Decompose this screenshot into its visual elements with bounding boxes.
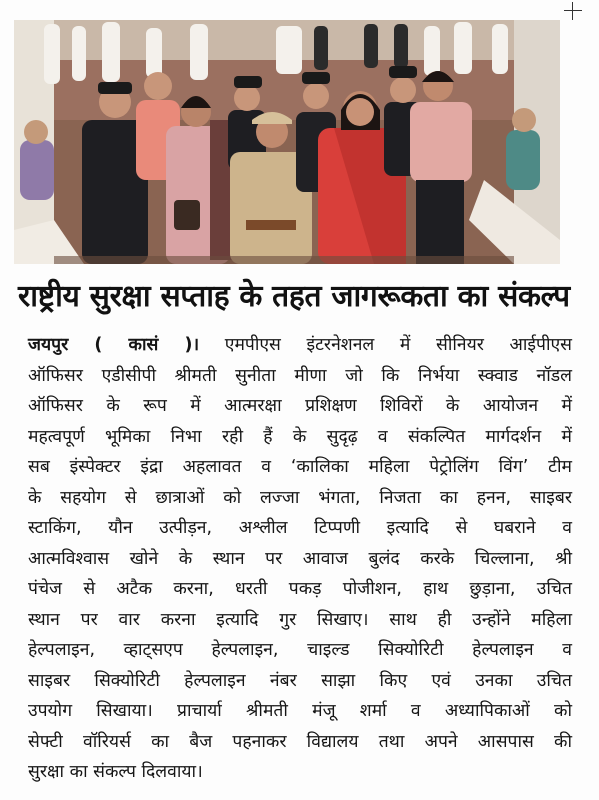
news-photo [14,20,560,264]
article-line-4: महत्वपूर्ण भूमिका निभा रही हैं के सुदृढ़ व संकल्पित मार्गदर्शन में [28,426,572,447]
article-line-1-text: एमपीएस इंटरनेशनल में सीनियर आईपीएस [199,335,572,355]
article-line-10: स्थान पर वार करना इत्यादि गुर सिखाए। साथ ही उन्होंने महिला [28,609,572,630]
article-line-12: साइबर सिक्योरिटी हेल्पलाइन नंबर साझा किए एवं उनका उचित [28,670,572,691]
article-line-8: आत्मविश्वास खोने के स्थान पर आवाज बुलंद करके चिल्लाना, श्री [28,548,572,569]
article-line-7: स्टाकिंग, यौन उत्पीड़न, अश्लील टिप्पणी इत्यादि से घबराने व [28,518,572,538]
article-line-14: सेफ्टी वॉरियर्स का बैज पहनाकर विद्यालय तथा अपने आसपास की [28,731,572,752]
headline: राष्ट्रीय सुरक्षा सप्ताह के तहत जागरूकता का संकल्प [18,279,570,314]
article-line-5: सब इंस्पेक्टर इंद्रा अहलावत व ‘कालिका महिला पेट्रोलिंग विंग’ टीम [28,457,572,477]
article-body [28,330,572,788]
article-line-13: उपयोग सिखाया। प्राचार्या श्रीमती मंजू शर्मा व अध्यापिकाओं को [28,701,572,721]
article-line-9: पंचेज से अटैक करना, धरती पकड़ पोजीशन, हाथ छुड़ाना, उचित [28,579,572,599]
article-line-11: हेल्पलाइन, व्हाट्सएप हेल्पलाइन, चाइल्ड सिक्योरिटी हेल्पलाइन व [28,640,572,660]
article-line-1 [28,330,572,361]
article-line-15: सुरक्षा का संकल्प दिलवाया। [28,762,203,782]
group-photo-image [14,20,560,264]
article-line-3: ऑफिसर के रूप में आत्मरक्षा प्रशिक्षण शिविरों के आयोजन में [28,396,572,416]
article-line-6: के सहयोग से छात्राओं को लज्जा भंगता, निजता का हनन, साइबर [28,487,572,508]
dateline: जयपुर ( कासं )। [28,335,200,355]
article-line-2: ऑफिसर एडीसीपी श्रीमती सुनीता मीणा जो कि निर्भया स्क्वाड नॉडल [28,365,572,386]
crop-mark-icon [564,2,582,20]
